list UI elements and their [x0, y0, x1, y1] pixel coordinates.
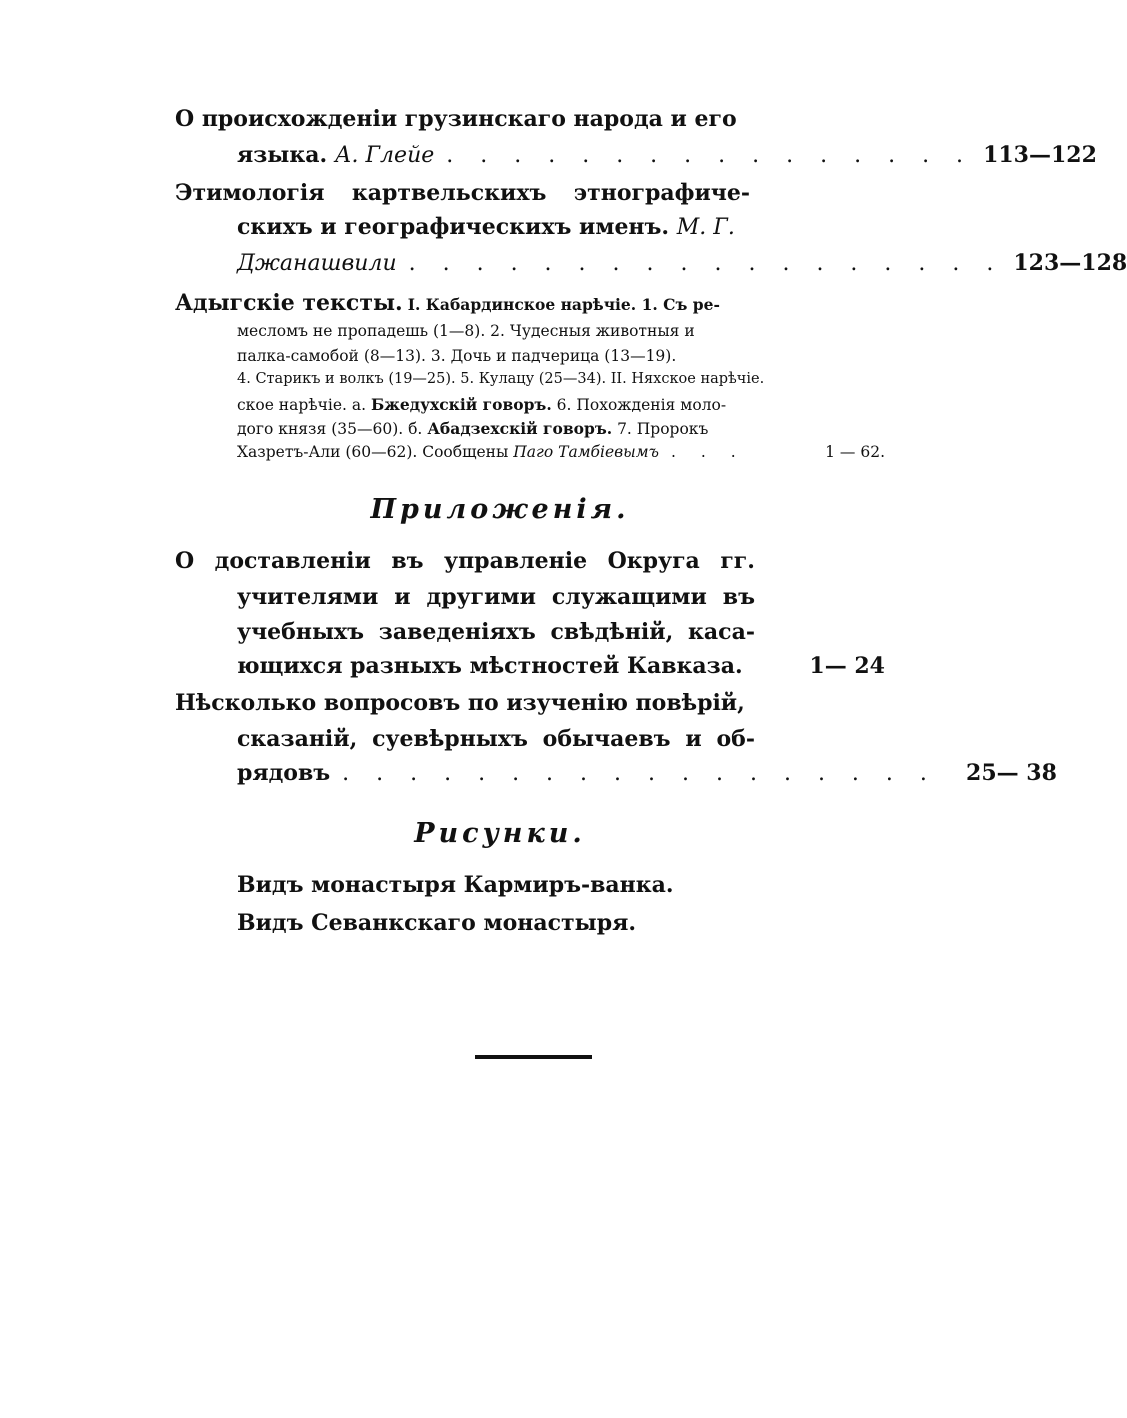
toc-entry-2-word-1: Этимологія — [175, 180, 325, 206]
appendix-entry-1-l2w5: въ — [722, 584, 755, 610]
toc-entry-3-pages: 1 — 62. — [825, 443, 885, 461]
appendix-entry-2-l2w4: и — [685, 726, 702, 752]
toc-entry-2-line-1 — [175, 180, 750, 206]
appendix-entry-1-line-4 — [237, 653, 885, 679]
toc-entry-1-leader: . . . . . . . . . . . . . . . . — [446, 143, 974, 168]
toc-entry-1-line-1 — [175, 106, 885, 132]
appendix-entry-2-pages: 25— 38 — [966, 760, 1057, 786]
appendix-entry-1-w4: управленіе — [444, 548, 588, 574]
appendix-entry-1-l2w3: другими — [426, 584, 536, 610]
appendix-entry-2-l2w5: об- — [716, 726, 755, 752]
appendix-entry-1-l2w4: служащими — [551, 584, 707, 610]
appendix-entry-2-line-3 — [237, 760, 1057, 786]
appendix-entry-1-w3: въ — [391, 548, 424, 574]
appendix-entry-1-line-2 — [237, 584, 755, 610]
appendix-entry-1-words-2 — [237, 584, 755, 610]
appendix-entry-1-l3w1: учебныхъ — [237, 619, 365, 645]
toc-entry-2-word-2: картвельскихъ — [351, 180, 547, 206]
appendix-entry-1-w2: доставленіи — [214, 548, 371, 574]
toc-entry-3-line-5-c: 6. Похожденія моло- — [556, 396, 727, 414]
toc-entry-3-line-5-a: ское нарѣчіе. а. — [237, 396, 367, 414]
toc-entry-1-author: А. Глейе — [334, 143, 435, 168]
toc-entry-3-line-1 — [175, 290, 755, 316]
appendix-entry-1-l2w1: учителями — [237, 584, 379, 610]
appendix-entry-1-words-1 — [175, 548, 755, 574]
toc-entry-3-line-3-text: палка-самобой (8—13). 3. Дочь и падчерица (13—19). — [237, 347, 677, 365]
toc-entry-3-line-4 — [237, 371, 765, 387]
toc-entry-1-pages: 113—122 — [983, 142, 1097, 168]
appendix-entry-1-l3w3: свѣдѣній, — [550, 619, 674, 645]
toc-entry-3-dialect-1: Бжедухскій говоръ. — [370, 395, 552, 414]
appendix-entry-1-w1: О — [175, 548, 195, 574]
toc-entry-3-leader: . . . — [670, 443, 746, 461]
appendix-entry-1-l2w2: и — [394, 584, 411, 610]
toc-entry-3-line-7-text: Хазретъ-Али (60—62). Сообщены — [237, 443, 509, 461]
appendix-entry-1-w6: гг. — [720, 548, 755, 574]
illustrations-heading: Рисунки. — [414, 818, 586, 849]
appendix-entry-2-l2w2: суевѣрныхъ — [372, 726, 528, 752]
toc-entry-2-leader: . . . . . . . . . . . . . . . . . . — [408, 251, 1004, 276]
toc-entry-3-line-2 — [237, 322, 755, 340]
appendix-entry-2-title-end: рядовъ — [237, 760, 331, 786]
toc-entry-1-line-2 — [237, 142, 1097, 168]
appendix-entry-2-words-2 — [237, 726, 755, 752]
appendix-entry-2-line-2 — [237, 726, 755, 752]
toc-entry-3-line-6 — [237, 419, 755, 438]
appendix-entry-1-w5: Округа — [607, 548, 700, 574]
appendix-entry-2-title: Нѣсколько вопросовъ по изученію повѣрій, — [175, 690, 745, 716]
appendix-entry-2-l2w1: сказаній, — [237, 726, 358, 752]
toc-entry-3-title: Адыгскіе тексты. — [175, 290, 403, 316]
toc-entry-2-word-3: этнографиче- — [573, 180, 750, 206]
appendix-entry-1-pages: 1— 24 — [809, 653, 885, 679]
toc-entry-2-line-3 — [237, 250, 1127, 276]
toc-entry-3-line-3 — [237, 347, 755, 365]
appendix-entry-2-leader: . . . . . . . . . . . . . . . . . . — [342, 761, 937, 786]
toc-entry-3-line-4-text: 4. Старикъ и волкъ (19—25). 5. Кулацу (25—34). II. Няхское нарѣчіе. — [237, 371, 765, 387]
toc-entry-2-author-initials: М. Г. — [676, 215, 735, 240]
end-rule — [475, 1055, 592, 1059]
appendix-entry-1-line-3 — [237, 619, 755, 645]
appendix-heading: Приложенія. — [370, 494, 630, 525]
toc-entry-3-line-6-c: 7. Пророкъ — [617, 420, 709, 438]
toc-entry-2-pages: 123—128 — [1013, 250, 1127, 276]
toc-entry-3-dialect-2: Абадзехскій говоръ. — [427, 419, 613, 438]
toc-entry-2-line-2 — [237, 214, 757, 240]
appendix-entry-1-title-end: ющихся разныхъ мѣстностей Кавказа. — [237, 653, 743, 679]
toc-entry-3-author: Паго Тамбіевымъ — [513, 443, 659, 461]
toc-entry-3-line-6-a: дого князя (35—60). б. — [237, 420, 423, 438]
toc-entry-2-title-words — [175, 180, 750, 206]
toc-entry-3-line-7 — [237, 443, 885, 461]
toc-entry-1-title: О происхожденіи грузинскаго народа и его — [175, 106, 737, 132]
appendix-entry-1-words-3 — [237, 619, 755, 645]
toc-entry-3-line-2-text: месломъ не пропадешь (1—8). 2. Чудесныя животныя и — [237, 322, 695, 340]
illustration-item-2-text: Видъ Севанкскаго монастыря. — [237, 910, 637, 936]
illustration-item-2 — [237, 910, 885, 936]
toc-entry-2-author: Джанашвили — [237, 251, 397, 276]
illustration-item-1 — [237, 872, 885, 898]
toc-entry-3-line-1-rest: I. Кабардинское нарѣчіе. 1. Съ ре- — [407, 295, 720, 314]
toc-entry-1-title-end: языка. — [237, 142, 328, 168]
toc-entry-3-line-5 — [237, 395, 755, 414]
appendix-entry-1-line-1 — [175, 548, 755, 574]
appendix-entry-2-line-1 — [175, 690, 885, 716]
appendix-entry-1-l3w4: каса- — [688, 619, 755, 645]
appendix-entry-1-l3w2: заведеніяхъ — [378, 619, 536, 645]
toc-entry-2-title-cont: скихъ и географическихъ именъ. — [237, 214, 670, 240]
illustration-item-1-text: Видъ монастыря Кармиръ-ванка. — [237, 872, 674, 898]
appendix-entry-2-l2w3: обычаевъ — [542, 726, 671, 752]
